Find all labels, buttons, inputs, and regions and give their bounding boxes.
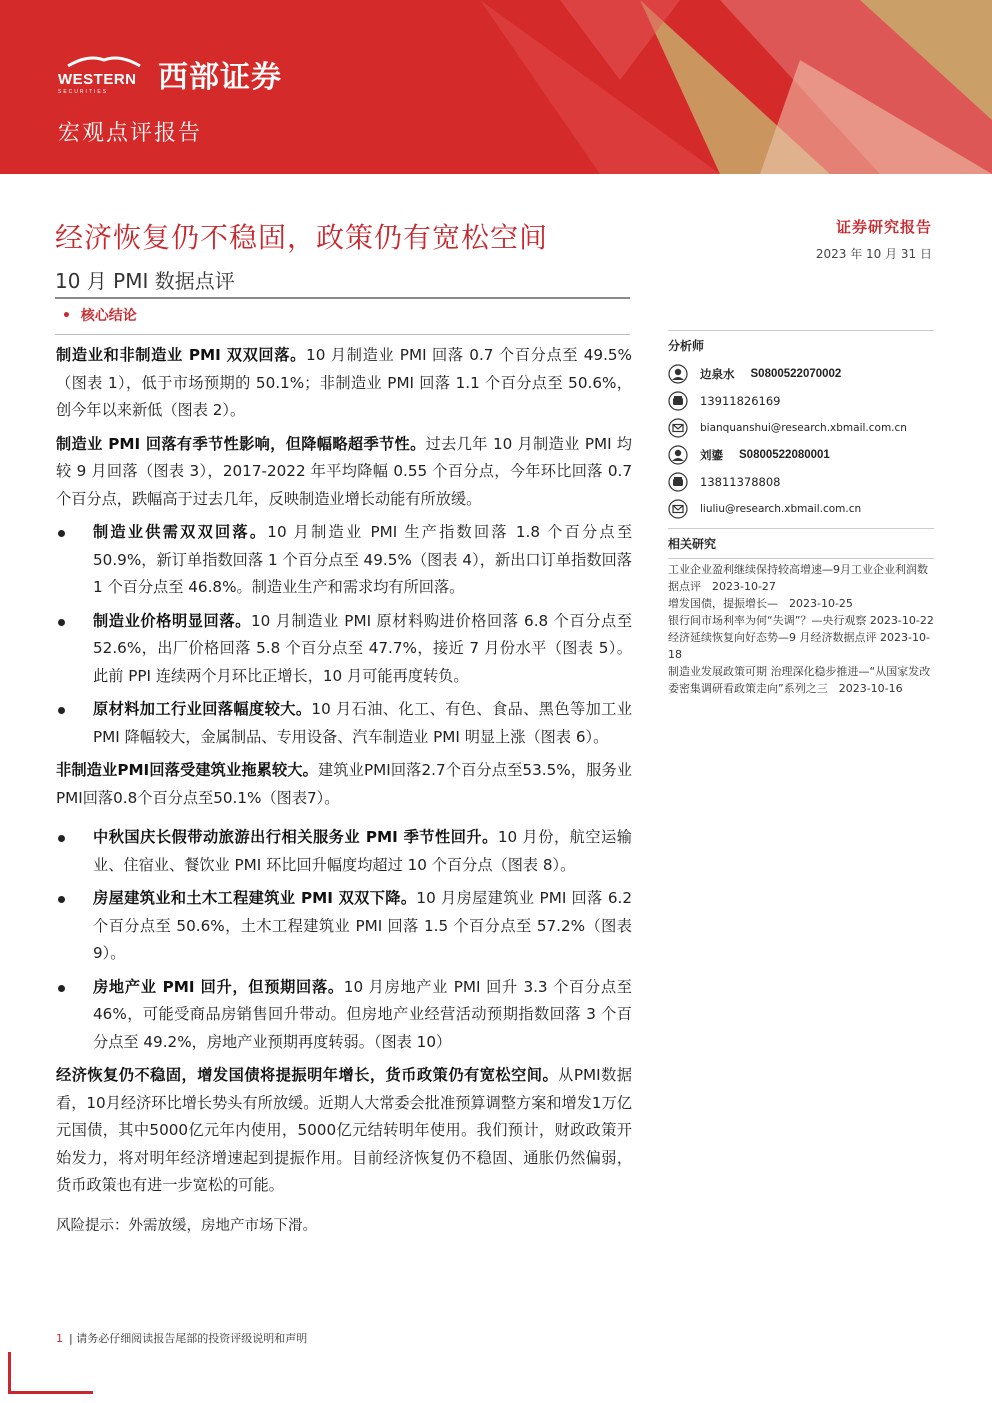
header-banner bbox=[0, 0, 992, 174]
bullet-lead: 房地产业 PMI 回升，但预期回落。 bbox=[93, 977, 344, 996]
paragraph-text: 过去几年 10 月制造业 PMI 均较 9 月回落（图表 3），2017-2022 年平均降幅 0.55 个百分点，今年环比回落 0.7 个百分点，跌幅高于过去几年，反映制造业增长动能有所放缓。 bbox=[56, 434, 632, 508]
paragraph-text: 从PMI数据看，10月经济环比增长势头有所放缓。近期人大常委会批准预算调整方案和增发1万亿元国债，其中5000亿元年内使用，5000亿元结转明年使用。我们预计，财政政策开始发力，将对明年经济增速起到提振作用。目前经济恢复仍不稳固、通胀仍然偏弱，货币政策也有进一步宽松的可能。 bbox=[56, 1066, 632, 1194]
bullet-text: 10 月制造业 PMI 原材料购进价格回落 6.8 个百分点至 52.6%，出厂价格回落 5.8 个百分点至 47.7%，接近 7 月份水平（图表 5）。此前 PPI 连续两个月环比正增长，10 月可能再度转负。 bbox=[93, 611, 633, 685]
bullet-text: 10 月制造业 PMI 生产指数回落 1.8 个百分点至 50.9%，新订单指数回落 1 个百分点至 49.5%（图表 4），新出口订单指数回落 1 个百分点至 46.8%。制造业生产和需求均有所回落。 bbox=[93, 523, 633, 596]
related-item[interactable]: 增发国债，提振增长— 2023-10-25 bbox=[668, 597, 853, 610]
bullet-lead: 制造业供需双双回落。 bbox=[93, 523, 268, 541]
analyst-phone[interactable]: 13811378808 bbox=[700, 474, 781, 489]
bullet-dot-icon bbox=[58, 835, 65, 842]
analyst-heading: 分析师 bbox=[668, 339, 705, 353]
bullet-item bbox=[56, 696, 632, 751]
analyst-email-row bbox=[668, 495, 934, 522]
logo-en-block bbox=[58, 53, 150, 95]
paragraph-lead: 经济恢复仍不稳固，增发国债将提振明年增长，货币政策仍有宽松空间。 bbox=[56, 1066, 559, 1084]
page-footer bbox=[56, 1330, 307, 1346]
page-number: 1 bbox=[56, 1332, 63, 1345]
sidebar bbox=[668, 330, 934, 697]
bullet-item bbox=[56, 519, 632, 602]
bullet-lead: 房屋建筑业和土木工程建筑业 PMI 双双下降。 bbox=[93, 889, 417, 907]
bullet-dot-icon bbox=[58, 985, 65, 992]
corner-mark-horizontal bbox=[8, 1391, 93, 1394]
bullet-lead: 原材料加工行业回落幅度较大。 bbox=[93, 700, 312, 718]
analyst-name: 边泉水 bbox=[700, 366, 735, 381]
logo-horns-icon bbox=[58, 54, 150, 68]
paragraph-lead: 制造业和非制造业 PMI 双双回落。 bbox=[56, 346, 307, 364]
doc-type: 证券研究报告 bbox=[835, 218, 932, 236]
paragraph-lead: 制造业 PMI 回落有季节性影响，但降幅略超季节性。 bbox=[56, 434, 426, 453]
paragraph bbox=[56, 342, 632, 425]
analyst-license: S0800522080001 bbox=[739, 448, 830, 461]
title-divider bbox=[55, 297, 630, 299]
analyst-phone-row bbox=[668, 387, 934, 414]
logo-en: WESTERN bbox=[58, 71, 137, 88]
related-list bbox=[668, 561, 934, 697]
phone-icon bbox=[668, 472, 688, 492]
report-type: 宏观点评报告 bbox=[58, 121, 203, 146]
doc-date: 2023 年 10 月 31 日 bbox=[815, 247, 932, 261]
core-divider bbox=[55, 334, 630, 335]
analyst-email-row bbox=[668, 414, 934, 441]
related-item[interactable]: 制造业发展政策可期 治理深化稳步推进—“从国家发改委密集调研看政策走向”系列之三 2023-10-16 bbox=[668, 665, 931, 695]
paragraph bbox=[56, 431, 632, 514]
sidebar-divider bbox=[668, 330, 934, 331]
company-logo bbox=[58, 52, 282, 96]
bullet-text: 10 月房屋建筑业 PMI 回落 6.2 个百分点至 50.6%，土木工程建筑业 PMI 回落 1.5 个百分点至 57.2%（图表 9）。 bbox=[93, 889, 632, 962]
bullet-item bbox=[56, 885, 632, 968]
report-body bbox=[56, 342, 632, 1238]
related-item[interactable]: 银行间市场利率为何“失调”？—央行观察 2023-10-22 bbox=[668, 614, 934, 627]
paragraph-text: 10 月制造业 PMI 回落 0.7 个百分点至 49.5%（图表 1），低于市场预期的 50.1%；非制造业 PMI 回落 1.1 个百分点至 50.6%，创今年以来新低（图表 2）。 bbox=[56, 346, 632, 419]
risk-warning: 风险提示：外需放缓，房地产市场下滑。 bbox=[56, 1217, 317, 1234]
bullet-text: 10 月石油、化工、有色、食品、黑色等加工业 PMI 降幅较大，金属制品、专用设备、汽车制造业 PMI 明显上涨（图表 6）。 bbox=[93, 700, 633, 746]
paragraph-lead: 非制造业PMI回落受建筑业拖累较大。 bbox=[56, 761, 318, 779]
core-conclusion-label: • 核心结论 bbox=[62, 308, 137, 324]
analyst-name: 刘鎏 bbox=[700, 447, 723, 462]
paragraph-text: 建筑业PMI回落2.7个百分点至53.5%，服务业PMI回落0.8个百分点至50.1%（图表7）。 bbox=[56, 761, 632, 807]
bullet-text: 10 月份，航空运输业、住宿业、餐饮业 PMI 环比回升幅度均超过 10 个百分点（图表 8）。 bbox=[93, 828, 632, 874]
mail-icon bbox=[668, 499, 688, 519]
bullet-dot-icon bbox=[58, 619, 65, 626]
related-item[interactable]: 经济延续恢复向好态势—9 月经济数据点评 2023-10-18 bbox=[668, 631, 930, 661]
bullet-dot-icon bbox=[58, 896, 65, 903]
person-icon bbox=[668, 445, 688, 465]
page-title: 经济恢复仍不稳固，政策仍有宽松空间 bbox=[55, 221, 549, 254]
core-conclusion-text: 核心结论 bbox=[80, 308, 137, 324]
bullet-lead: 中秋国庆长假带动旅游出行相关服务业 PMI 季节性回升。 bbox=[93, 828, 498, 846]
logo-cn: 西部证券 bbox=[158, 60, 282, 95]
bullet-item bbox=[56, 608, 632, 691]
analyst-license: S0800522070002 bbox=[750, 367, 842, 380]
analyst-phone-row bbox=[668, 468, 934, 495]
analyst-name-row bbox=[668, 360, 934, 387]
sidebar-divider bbox=[668, 558, 934, 559]
phone-icon bbox=[668, 391, 688, 411]
corner-mark-vertical bbox=[8, 1352, 11, 1394]
analyst-name-row bbox=[668, 441, 934, 468]
analyst-phone[interactable]: 13911826169 bbox=[700, 393, 781, 408]
mail-icon bbox=[668, 418, 688, 438]
related-heading: 相关研究 bbox=[668, 537, 717, 551]
bullet-lead: 制造业价格明显回落。 bbox=[93, 611, 251, 630]
paragraph bbox=[56, 1062, 632, 1200]
footer-disclaimer: | 请务必仔细阅读报告尾部的投资评级说明和声明 bbox=[69, 1332, 308, 1345]
page-subtitle: 10 月 PMI 数据点评 bbox=[55, 269, 235, 293]
analyst-email[interactable]: bianquanshui@research.xbmail.com.cn bbox=[700, 421, 907, 434]
bullet-dot-icon bbox=[58, 530, 65, 537]
bullet-text: 10 月房地产业 PMI 回升 3.3 个百分点至 46%，可能受商品房销售回升带动。但房地产业经营活动预期指数回落 3 个百分点至 49.2%，房地产业预期再度转弱。（图表 10） bbox=[93, 977, 632, 1051]
related-item[interactable]: 工业企业盈利继续保持较高增速—9月工业企业利润数据点评 2023-10-27 bbox=[668, 563, 928, 593]
sidebar-divider bbox=[668, 528, 934, 529]
person-icon bbox=[668, 364, 688, 384]
bullet-item bbox=[56, 824, 632, 879]
bullet-item bbox=[56, 974, 632, 1057]
analyst-email[interactable]: liuliu@research.xbmail.com.cn bbox=[700, 502, 862, 515]
logo-en-sub: SECURITIES bbox=[58, 89, 109, 95]
bullet-dot-icon bbox=[58, 707, 65, 714]
paragraph bbox=[56, 757, 632, 812]
